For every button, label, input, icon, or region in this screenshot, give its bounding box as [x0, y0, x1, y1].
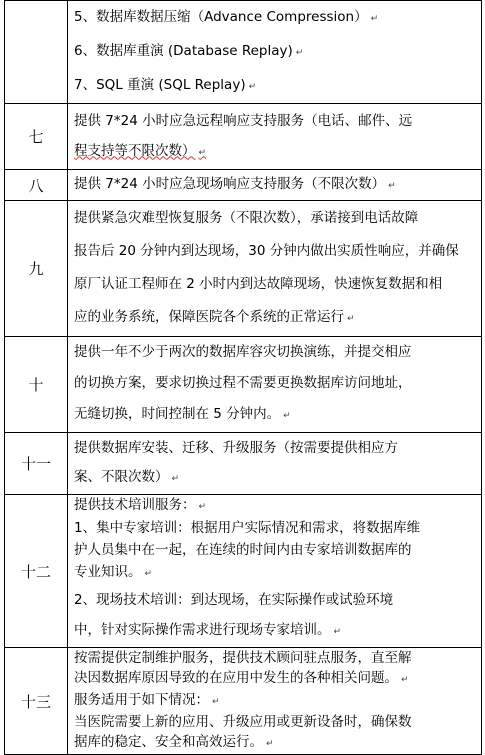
paragraph-mark-icon: ↵ [212, 697, 220, 707]
paragraph-mark-icon: ↵ [248, 82, 257, 92]
content-line: 提供技术培训服务： [74, 497, 196, 513]
table-row [5, 648, 482, 755]
row-content [68, 337, 482, 433]
content-line: 中，针对实际操作需求进行现场专家培训。 [74, 622, 331, 638]
paragraph-mark-icon: ↵ [295, 48, 304, 58]
content-line: 提供一年不少于两次的数据库容灾切换演练，并提交相应 [74, 344, 412, 360]
paragraph-mark-icon: ↵ [370, 14, 379, 24]
content-line: 报告后 20 分钟内到达现场，30 分钟内做出实质性响应，并确保 [74, 242, 459, 259]
content-line: 5、数据库数据压缩（Advance Compression） [74, 9, 368, 25]
row-content [68, 495, 482, 648]
table-row [5, 104, 482, 170]
content-line: 决因数据库原因导致的在应用中发生的各种相关问题。 [74, 670, 398, 686]
paragraph-mark-icon: ↵ [347, 313, 355, 324]
content-line: 程支持等不限次数） [74, 142, 196, 159]
row-number: 七 [5, 104, 68, 170]
row-content [68, 170, 482, 201]
paragraph-mark-icon: ↵ [401, 675, 409, 685]
row-number: 十二 [5, 495, 68, 648]
paragraph-mark-icon: ↵ [171, 473, 180, 484]
row-number: 九 [5, 201, 68, 337]
paragraph-mark-icon: ↵ [198, 147, 207, 158]
content-line: 案、不限次数） [74, 468, 169, 485]
content-line: 当医院需要上新的应用、升级应用或更新设备时，确保数 [74, 714, 412, 730]
content-line: 原厂认证工程师在 2 小时内到达故障现场，快速恢复数据和相 [74, 275, 443, 292]
table-row [5, 1, 482, 104]
content-line: 应的业务系统，保障医院各个系统的正常运行 [74, 308, 344, 325]
table-row [5, 337, 482, 433]
content-line: 提供数据库安装、迁移、升级服务（按需要提供相应方 [74, 439, 398, 456]
paragraph-mark-icon: ↵ [198, 502, 207, 512]
table-row [5, 433, 482, 495]
content-line: 1、集中专家培训：根据用户实际情况和需求，将数据库维 [74, 520, 421, 536]
row-content [68, 648, 482, 755]
content-line: 按需提供定制维护服务，提供技术顾问驻点服务，直至解 [74, 650, 412, 666]
row-content [68, 1, 482, 104]
content-line: 7、SQL 重演 (SQL Replay) [74, 77, 246, 93]
content-line: 提供 7*24 小时应急现场响应支持服务（不限次数） [74, 176, 386, 192]
content-line: 提供紧急灾难型恢复服务（不限次数），承诺接到电话故障 [74, 209, 419, 226]
row-content [68, 201, 482, 337]
content-line: 护人员集中在一起，在连续的时间内由专家培训数据库的 [74, 542, 412, 558]
table-row [5, 495, 482, 648]
content-line: 无缝切换，时间控制在 5 分钟内。 [74, 406, 281, 422]
paragraph-mark-icon: ↵ [333, 627, 342, 637]
table-row [5, 201, 482, 337]
row-number: 八 [5, 170, 68, 201]
row-number: 十三 [5, 648, 68, 755]
row-number [5, 1, 68, 104]
paragraph-mark-icon: ↵ [283, 411, 291, 421]
content-line: 2、现场技术培训：到达现场，在实际操作或试验环境 [74, 592, 394, 608]
paragraph-mark-icon: ↵ [266, 739, 274, 749]
row-number: 十 [5, 337, 68, 433]
content-line: 6、数据库重演 (Database Replay) [74, 43, 293, 59]
content-line: 提供 7*24 小时应急远程响应支持服务（电话、邮件、远 [74, 112, 413, 129]
row-number: 十一 [5, 433, 68, 495]
content-line: 专业知识。 [74, 564, 142, 580]
content-line: 服务适用于如下情况： [74, 692, 209, 708]
table-row [5, 170, 482, 201]
row-content [68, 104, 482, 170]
content-line: 的切换方案，要求切换过程不需要更换数据库访问地址， [74, 375, 412, 391]
service-table [4, 0, 482, 755]
row-content [68, 433, 482, 495]
paragraph-mark-icon: ↵ [144, 569, 153, 579]
paragraph-mark-icon: ↵ [388, 181, 396, 191]
content-line: 据库的稳定、安全和高效运行。 [74, 734, 263, 750]
